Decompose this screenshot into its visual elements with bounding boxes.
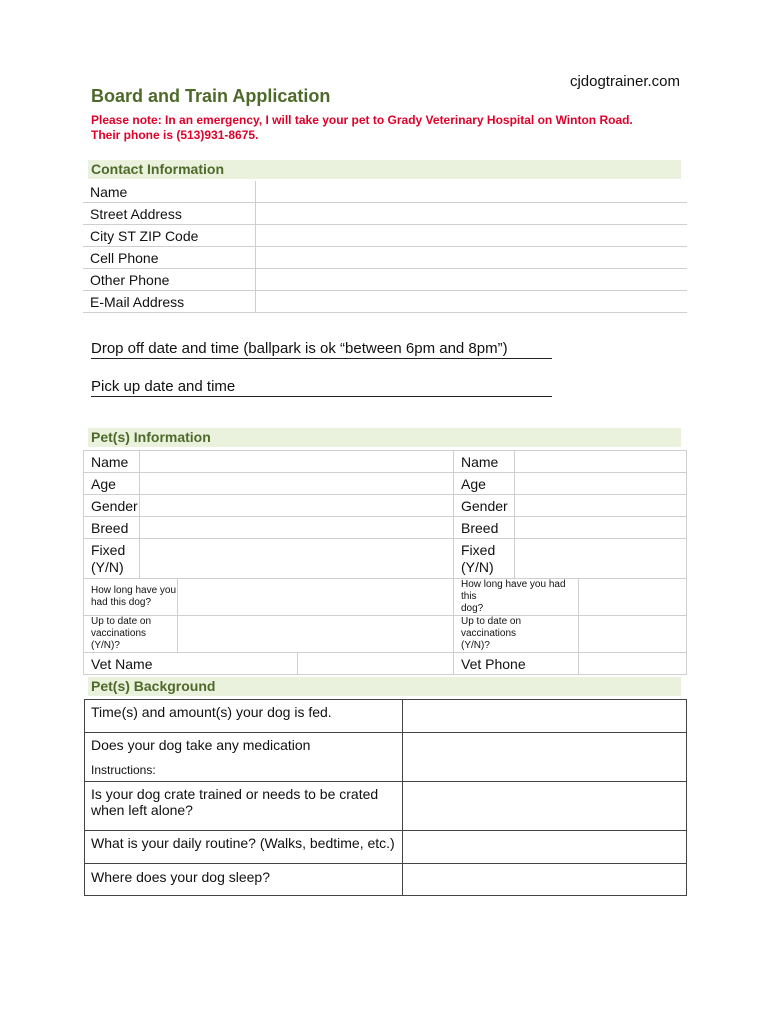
pet1-how-long-label <box>84 579 178 616</box>
crate-question <box>85 782 403 831</box>
pet1-name-label: Name <box>84 451 140 473</box>
pet1-vaccination-field[interactable] <box>178 616 454 653</box>
vet-name-field[interactable] <box>298 653 454 675</box>
pet1-fixed-label-line-1: Fixed <box>91 541 126 558</box>
instructions-label: Instructions: <box>91 763 156 777</box>
background-table <box>84 699 687 896</box>
feeding-question: Time(s) and amount(s) your dog is fed. <box>85 700 403 733</box>
contact-cell-field[interactable] <box>256 247 688 269</box>
sleep-answer[interactable] <box>403 864 687 896</box>
medication-question <box>85 733 403 782</box>
dropoff-line[interactable] <box>91 358 552 359</box>
contact-street-label: Street Address <box>83 203 256 225</box>
pet2-vaccination-label-line-1: Up to date on vaccinations <box>461 616 522 639</box>
pet2-gender-label: Gender <box>454 495 515 517</box>
pet1-vaccination-label <box>84 616 178 653</box>
pet1-breed-label: Breed <box>84 517 140 539</box>
contact-city-field[interactable] <box>256 225 688 247</box>
pet1-vaccination-label-line-2: vaccinations (Y/N)? <box>91 628 147 651</box>
vet-name-label: Vet Name <box>84 653 298 675</box>
contact-section-heading: Contact Information <box>88 160 681 179</box>
website-url: cjdogtrainer.com <box>569 73 680 90</box>
pet2-how-long-label-line-2: dog? <box>461 603 484 614</box>
pet2-fixed-field[interactable] <box>515 539 687 579</box>
pet2-gender-field[interactable] <box>515 495 687 517</box>
contact-street-field[interactable] <box>256 203 688 225</box>
contact-cell-label: Cell Phone <box>83 247 256 269</box>
pickup-label: Pick up date and time <box>91 378 236 395</box>
pet1-age-field[interactable] <box>140 473 454 495</box>
crate-question-line-1: Is your dog crate trained or needs to be crated <box>91 786 379 802</box>
pet1-how-long-label-line-1: How long have you <box>91 585 177 596</box>
pet1-fixed-field[interactable] <box>140 539 454 579</box>
vet-phone-field[interactable] <box>579 653 687 675</box>
pet2-breed-field[interactable] <box>515 517 687 539</box>
feeding-answer[interactable] <box>403 700 687 733</box>
pet1-gender-label: Gender <box>84 495 140 517</box>
pet2-fixed-label-line-2: (Y/N) <box>461 558 494 575</box>
medication-question-text: Does your dog take any medication <box>91 737 311 753</box>
pet2-how-long-field[interactable] <box>579 579 687 616</box>
contact-name-label: Name <box>83 181 256 203</box>
emergency-note <box>91 113 691 142</box>
pet2-vaccination-label-line-2: (Y/N)? <box>461 640 490 651</box>
pets-table <box>83 450 687 675</box>
pets-section-heading: Pet(s) Information <box>88 428 681 447</box>
pet2-name-field[interactable] <box>515 451 687 473</box>
pet1-fixed-label <box>84 539 140 579</box>
contact-other-phone-label: Other Phone <box>83 269 256 291</box>
pet2-how-long-label <box>454 579 579 616</box>
emergency-note-line-1: Please note: In an emergency, I will take your pet to Grady Veterinary Hospital on Winton Road. <box>91 113 633 127</box>
contact-city-label: City ST ZIP Code <box>83 225 256 247</box>
medication-answer[interactable] <box>403 733 687 782</box>
pet1-how-long-label-line-2: had this dog? <box>91 597 152 608</box>
sleep-question: Where does your dog sleep? <box>85 864 403 896</box>
background-section-heading: Pet(s) Background <box>88 677 681 696</box>
contact-other-phone-field[interactable] <box>256 269 688 291</box>
pet2-fixed-label-line-1: Fixed <box>461 541 496 558</box>
pet2-breed-label: Breed <box>454 517 515 539</box>
pet1-vaccination-label-line-1: Up to date on <box>91 616 152 627</box>
pet2-name-label: Name <box>454 451 515 473</box>
page-title: Board and Train Application <box>91 86 331 106</box>
pet1-how-long-field[interactable] <box>178 579 454 616</box>
pet2-fixed-label <box>454 539 515 579</box>
pet1-breed-field[interactable] <box>140 517 454 539</box>
dropoff-label: Drop off date and time (ballpark is ok “between 6pm and 8pm”) <box>91 340 508 357</box>
emergency-note-line-2: Their phone is (513)931-8675. <box>91 127 259 142</box>
contact-email-field[interactable] <box>256 291 688 313</box>
pet1-fixed-label-line-2: (Y/N) <box>91 558 124 575</box>
routine-question: What is your daily routine? (Walks, bedtime, etc.) <box>85 831 403 864</box>
contact-name-field[interactable] <box>256 181 688 203</box>
pet1-age-label: Age <box>84 473 140 495</box>
pet1-gender-field[interactable] <box>140 495 454 517</box>
contact-table <box>83 181 687 313</box>
crate-question-line-2: when left alone? <box>91 802 193 818</box>
vet-phone-label: Vet Phone <box>454 653 579 675</box>
pet2-vaccination-label <box>454 616 579 653</box>
pet2-how-long-label-line-1: How long have you had this <box>461 579 566 602</box>
pet1-name-field[interactable] <box>140 451 454 473</box>
routine-answer[interactable] <box>403 831 687 864</box>
pickup-line[interactable] <box>91 396 552 397</box>
pet2-vaccination-field[interactable] <box>579 616 687 653</box>
crate-answer[interactable] <box>403 782 687 831</box>
pet2-age-field[interactable] <box>515 473 687 495</box>
pet2-age-label: Age <box>454 473 515 495</box>
contact-email-label: E-Mail Address <box>83 291 256 313</box>
